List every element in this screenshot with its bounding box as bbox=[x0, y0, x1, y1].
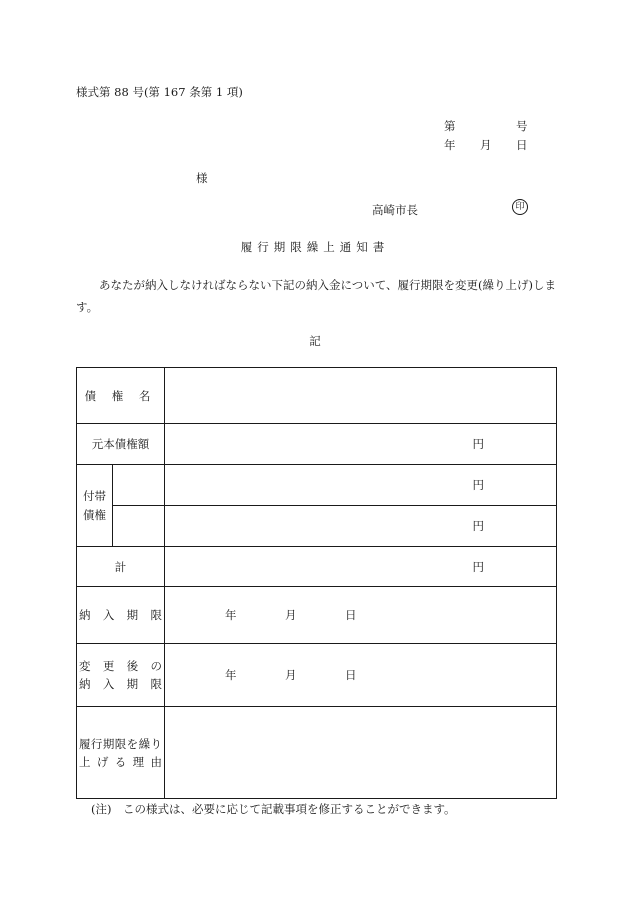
date-month: 月 bbox=[480, 138, 492, 152]
footnote: (注) この様式は、必要に応じて記載事項を修正することができます。 bbox=[91, 802, 456, 816]
incidental-label bbox=[77, 465, 113, 547]
incidental-yen-2: 円 bbox=[165, 506, 557, 547]
table-row bbox=[77, 368, 557, 424]
principal-yen: 円 bbox=[165, 424, 557, 465]
changed-year: 年 bbox=[225, 668, 237, 682]
changed-label-line2: 納 入 期 限 bbox=[79, 677, 162, 691]
incidental-subitem-2 bbox=[113, 506, 165, 547]
number-suffix: 号 bbox=[516, 119, 528, 133]
table-row bbox=[77, 644, 557, 707]
changed-month: 月 bbox=[285, 668, 297, 682]
seal-mark: 印 bbox=[512, 199, 528, 215]
document-title: 履行期限繰上通知書 bbox=[240, 240, 390, 254]
total-yen: 円 bbox=[165, 547, 557, 587]
deadline-month: 月 bbox=[285, 608, 297, 622]
date-day: 日 bbox=[516, 138, 528, 152]
table-row bbox=[77, 547, 557, 587]
table-row bbox=[77, 707, 557, 799]
claim-name-label: 債 権 名 bbox=[77, 368, 165, 424]
ki-heading: 記 bbox=[309, 334, 321, 348]
changed-deadline-value bbox=[165, 644, 557, 707]
reason-value bbox=[165, 707, 557, 799]
reason-label bbox=[77, 707, 165, 799]
table-row bbox=[77, 587, 557, 644]
incidental-yen-1: 円 bbox=[165, 465, 557, 506]
addressee-suffix: 様 bbox=[196, 171, 208, 185]
date-year: 年 bbox=[444, 138, 456, 152]
payment-deadline-value bbox=[165, 587, 557, 644]
deadline-day: 日 bbox=[345, 608, 357, 622]
form-id: 様式第 88 号(第 167 条第 1 項) bbox=[76, 85, 243, 99]
table-row bbox=[77, 506, 557, 547]
total-label: 計 bbox=[77, 547, 165, 587]
changed-day: 日 bbox=[345, 668, 357, 682]
sender-name: 高崎市長 bbox=[372, 203, 418, 217]
reason-label-line1: 履行期限を繰り bbox=[79, 736, 162, 751]
notice-table bbox=[76, 367, 557, 799]
incidental-label-line2: 債権 bbox=[83, 507, 106, 522]
body-text: あなたが納入しなければならない下記の納入金について、履行期限を変更(繰り上げ)します。 bbox=[76, 278, 557, 314]
changed-label-line1: 変 更 後 の bbox=[79, 659, 162, 673]
incidental-label-line1: 付帯 bbox=[83, 488, 106, 503]
claim-name-value bbox=[165, 368, 557, 424]
changed-deadline-label bbox=[77, 644, 165, 707]
deadline-year: 年 bbox=[225, 608, 237, 622]
principal-label: 元本債権額 bbox=[77, 424, 165, 465]
table-row bbox=[77, 424, 557, 465]
number-prefix: 第 bbox=[444, 119, 456, 133]
reason-label-line2: 上 げ る 理 由 bbox=[79, 754, 162, 769]
payment-deadline-label: 納 入 期 限 bbox=[77, 587, 165, 644]
incidental-subitem-1 bbox=[113, 465, 165, 506]
table-row bbox=[77, 465, 557, 506]
